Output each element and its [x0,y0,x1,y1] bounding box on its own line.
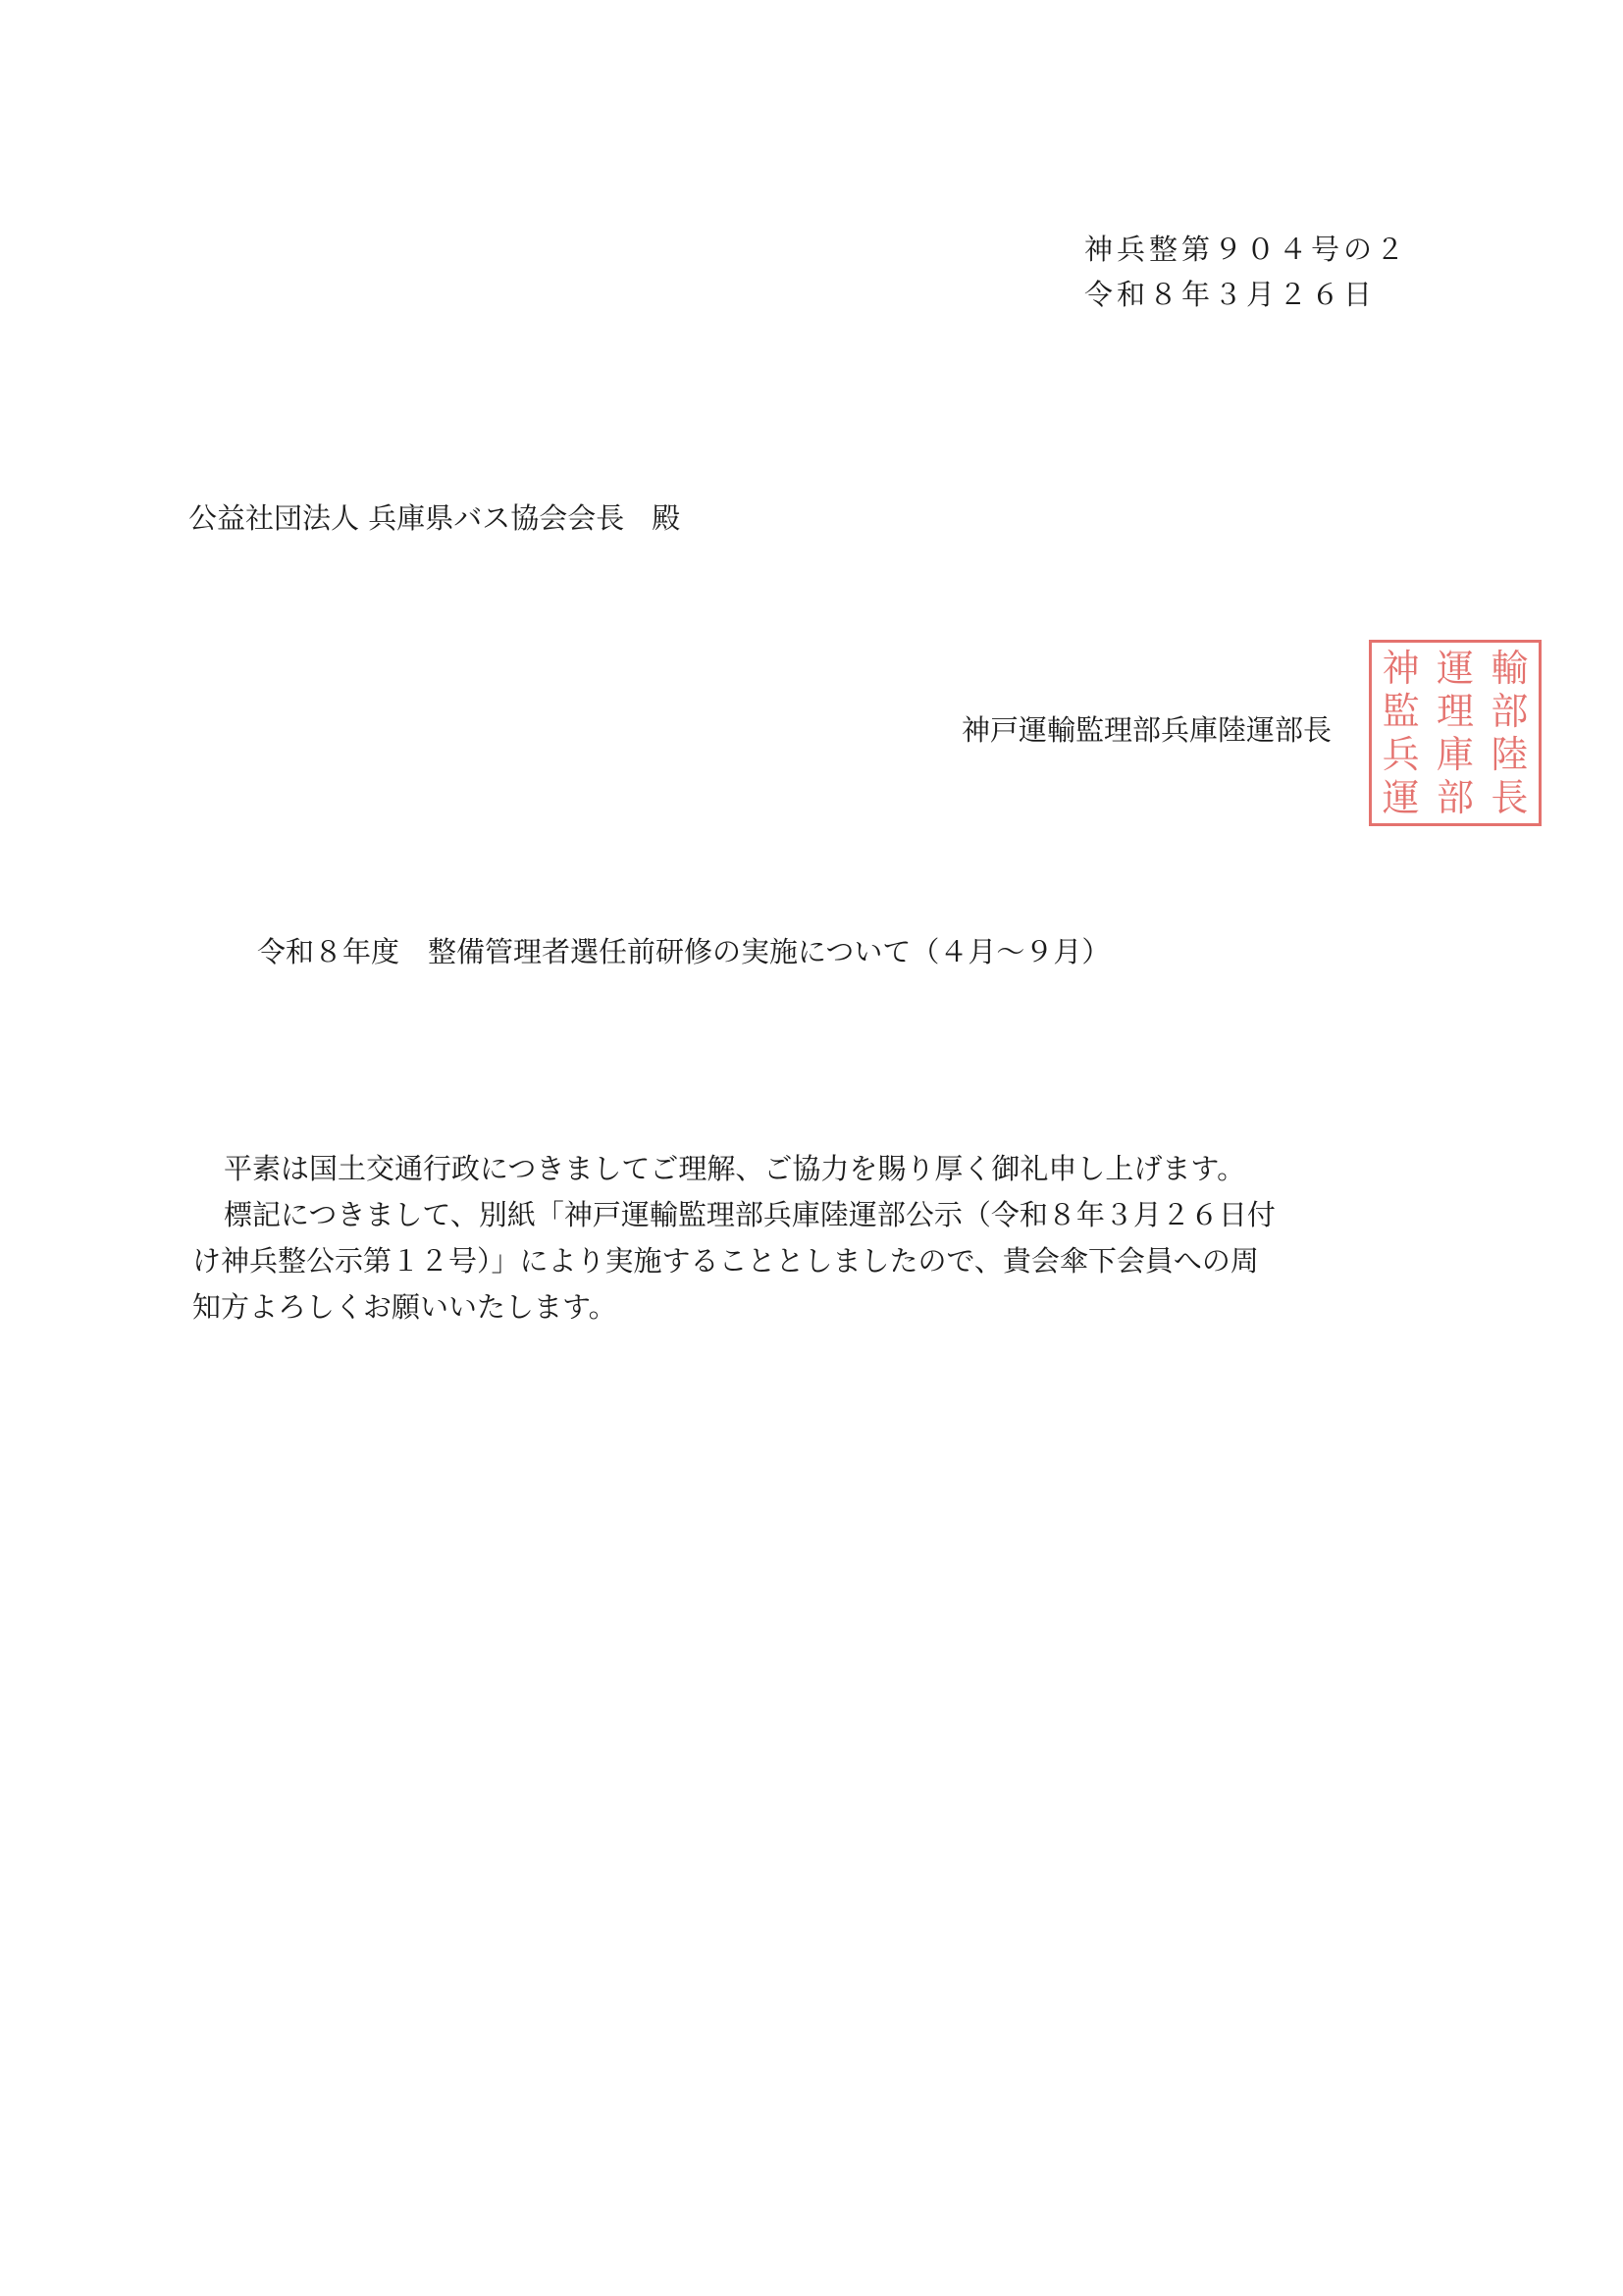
body-line: け神兵整公示第１２号）」により実施することとしましたので、貴会傘下会員への周 [192,1244,1259,1278]
official-seal [1369,640,1542,826]
body-text [192,1146,1433,1331]
sender-title: 神戸運輸監理部兵庫陸運部長 [962,713,1333,747]
seal-char: 輸 [1491,647,1529,690]
subject-line: 令和８年度 整備管理者選任前研修の実施について（４月～９月） [257,935,1111,968]
document-date: 令和８年３月２６日 [1084,278,1377,311]
seal-char: 部 [1436,776,1474,819]
addressee [188,496,680,537]
document-number: 神兵整第９０４号の２ [1084,233,1409,266]
body-line: 標記につきまして、別紙「神戸運輸監理部兵庫陸運部公示（令和８年３月２６日付 [224,1198,1276,1231]
body-line: 平素は国土交通行政につきましてご理解、ご協力を賜り厚く御礼申し上げます。 [224,1152,1246,1185]
seal-char: 部 [1491,690,1529,733]
addressee-name: 公益社団法人 兵庫県バス協会会長 [188,501,625,535]
seal-column [1491,647,1528,819]
seal-char: 理 [1436,690,1474,733]
addressee-honorific: 殿 [652,501,681,535]
seal-char: 監 [1382,690,1420,733]
seal-column [1437,647,1474,819]
seal-char: 庫 [1436,733,1474,776]
seal-char: 運 [1436,647,1474,690]
seal-char: 兵 [1382,733,1420,776]
seal-char: 神 [1382,647,1420,690]
seal-char: 長 [1491,776,1529,819]
seal-char: 陸 [1491,733,1529,776]
seal-column [1383,647,1420,819]
body-line: 知方よろしくお願いいたします。 [192,1290,617,1324]
seal-char: 運 [1382,776,1420,819]
